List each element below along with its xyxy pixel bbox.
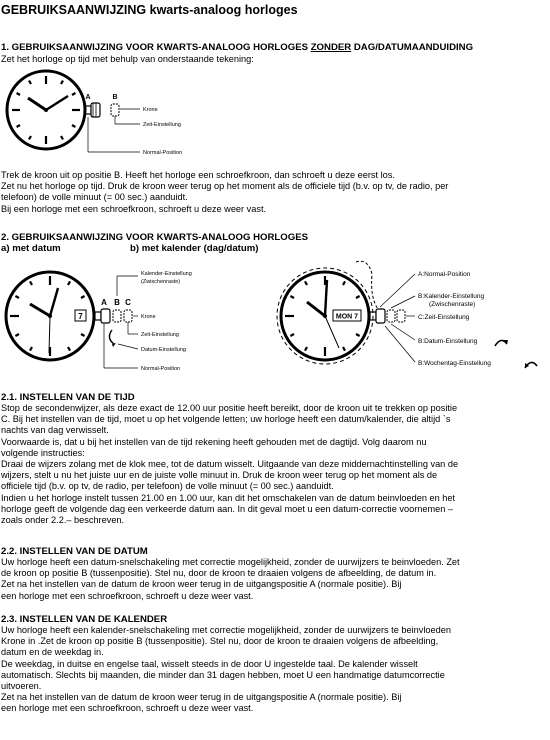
crown <box>91 103 100 117</box>
section-2-1-line-2: C. Bij het instellen van de tijd, moet u op het volgende letten; uw horloge heeft een datum/kalender, die altijd `s <box>1 414 451 425</box>
hour-hand <box>28 98 46 110</box>
section-2-3-line-6: uitvoeren. <box>1 681 42 692</box>
b-kalender-einstellung-label: B:Kalender-Einstellung <box>418 293 485 300</box>
krone-label: Krone <box>143 107 158 113</box>
b-datum-einstellung-label: B:Datum-Einstellung <box>418 338 478 345</box>
krone-label: Krone <box>141 314 156 320</box>
section-2-3-line-4: De weekdag, in duitse en engelse taal, wisselt steeds in de door U ingestelde taal. De kalender wisselt <box>1 658 418 669</box>
section1-heading-post: DAG/DATUMAANDUIDING <box>351 42 474 53</box>
section1-line-1: Trek de kroon uit op positie B. Heeft het horloge een schroefkroon, dan schroeft u deze eerst los. <box>1 170 395 180</box>
section-2-1-line-10: horloge geeft de volgende dag een verkeerde datum aan. In dit geval moet u een datum-correctie voornemen – <box>1 503 454 514</box>
section1-intro <box>1 54 546 65</box>
section1-line-4: Bij een horloge met een schroefkroon, schroeft u deze weer vast. <box>1 203 267 214</box>
b-wochentag-einstellung-label: B:Wochentag-Einstellung <box>418 360 491 367</box>
section-2-3-line-2: Krone in .Zet de kroon op positie B (tussenpositie). Stel nu, door de kroon te draaien volgens de afbeelding, <box>1 636 439 647</box>
section1-heading-pre: 1. GEBRUIKSAANWIJZING VOOR KWARTS-ANALOOG HORLOGES <box>1 42 311 53</box>
section-2-1-line-5: volgende instructies: <box>1 447 85 458</box>
section1-heading-emphasis: ZONDER <box>310 42 352 53</box>
section-2-1-body <box>1 403 546 526</box>
section-2-2-heading: 2.2. INSTELLEN VAN DE DATUM <box>1 546 148 557</box>
section-2-3-line-8: een horloge met een schroefkroon, schroeft u deze weer vast. <box>1 703 254 714</box>
section-2-2-line-2: de kroon op positie B (tussenpositie). Stel nu, door de kroon te draaien volgens de afbeelding, de datum in. <box>1 568 437 579</box>
section-2-2-body <box>1 557 546 602</box>
crown-b <box>376 309 385 323</box>
kalender-einstellung-label: Kalender-Einstellung <box>141 271 192 277</box>
zwischenraste-label: (Zwischenraste) <box>141 279 181 285</box>
section-2-1-line-3: nachts van dag verwisselt. <box>1 425 109 436</box>
subheading-met-datum: a) met datum <box>1 243 61 254</box>
crown-a <box>101 309 110 323</box>
section-2-3-line-5: automatisch. Slechts bij maanden, die minder dan 31 dagen hebben, moet U een handmatige datumcorrectie <box>1 669 445 680</box>
position-c-label: C <box>125 298 131 307</box>
section-2-3-line-7: Zet na het instellen van de datum de kroon weer terug in de uitgangspositie A (normale positie). Bij <box>1 692 402 703</box>
datum-einstellung-label: Datum-Einstellung <box>141 347 186 353</box>
section1-heading <box>1 42 473 53</box>
normal-position-label: Normal-Position <box>141 366 181 372</box>
position-b-label: B <box>114 298 120 307</box>
section-2-1-line-11: zoals onder 2.2.– beschreven. <box>1 515 125 526</box>
day-date-value: MON 7 <box>335 313 359 321</box>
section-2-2-line-4: een horloge met een schroefkroon, schroeft u deze weer vast. <box>1 590 254 601</box>
a-normal-position-label: A:Normal-Position <box>418 271 471 278</box>
section-2-1-line-1: Stop de secondenwijzer, als deze exact de 12.00 uur positie heeft bereikt, door de kroon uit te trekken op positie <box>1 403 458 413</box>
section1-body <box>1 170 546 215</box>
zeit-einstellung-label: Zeit-Einstellung <box>143 122 181 128</box>
document-title: GEBRUIKSAANWIJZING kwarts-analoog horloges <box>1 3 298 17</box>
section-2-1-heading: 2.1. INSTELLEN VAN DE TIJD <box>1 392 135 403</box>
section-2-3-line-3: datum en de weekdag in. <box>1 647 104 658</box>
section1-intro-line: Zet het horloge op tijd met behulp van onderstaande tekening: <box>1 54 254 64</box>
section-2-1-line-7: wijzers, stelt u nu het juiste uur en de juiste volle minuut in. Druk de kroon weer terug op het moment als de <box>1 470 438 481</box>
subheading-met-kalender: b) met kalender (dag/datum) <box>130 243 259 254</box>
section-2-3-heading: 2.3. INSTELLEN VAN DE KALENDER <box>1 614 168 625</box>
section2-heading: 2. GEBRUIKSAANWIJZING VOOR KWARTS-ANALOOG HORLOGES <box>1 232 309 243</box>
section-2-1-line-6: Draai de wijzers zolang met de klok mee, tot de datum wisselt. Uitgaande van deze middernachtinstelling van de <box>1 459 459 470</box>
position-a-label: A <box>85 94 91 101</box>
watch-diagram-with-date <box>0 258 250 388</box>
section1-line-2: Zet nu het horloge op tijd. Druk de kroon weer terug op het moment als de officiele tijd (b.v. op tv, de radio, per <box>1 181 449 192</box>
section-2-3-body <box>1 625 546 715</box>
section-2-1-line-9: Indien u het horloge instelt tussen 21.00 en 1.00 uur, kan dit het omschakelen van de datum beinvloeden en het <box>1 492 456 503</box>
position-b-label: B <box>112 94 118 101</box>
section-2-1-line-8: officiele tijd (b.v. op tv, de radio, per telefoon) de volle minuut (= 00 sec.) aanduidt. <box>1 481 334 492</box>
minute-hand <box>46 96 68 110</box>
zeit-einstellung-label: Zeit-Einstellung <box>141 332 179 338</box>
b-zwischenraste-label: (Zwischenraste) <box>429 301 476 308</box>
date-window-value: 7 <box>78 312 83 321</box>
watch-diagram-with-calendar <box>255 258 550 388</box>
section-2-1-line-4: Voorwaarde is, dat u bij het instellen van de tijd rekening heeft gehouden met de dagtijd. Volg daarom nu <box>1 436 427 447</box>
section-2-3-line-1: Uw horloge heeft een kalender-snelschakeling met correctie mogelijkheid, zonder de uurwijzers te beinvloeden <box>1 625 451 635</box>
section1-line-3: telefoon) de volle minuut (= 00 sec.) aanduidt. <box>1 192 188 203</box>
section-2-2-line-3: Zet na het instellen van de datum de kroon weer terug in de uitgangspositie A (normale positie). Bij <box>1 579 402 590</box>
c-zeit-einstellung-label: C:Zeit-Einstellung <box>418 314 470 321</box>
section-2-2-line-1: Uw horloge heeft een datum-snelschakeling met correctie mogelijkheid, zonder de uurwijzers te beinvloeden. Zet <box>1 557 460 567</box>
normal-position-label: Normal-Position <box>143 150 183 156</box>
position-a-label: A <box>101 298 107 307</box>
watch-diagram-no-date <box>0 66 250 166</box>
